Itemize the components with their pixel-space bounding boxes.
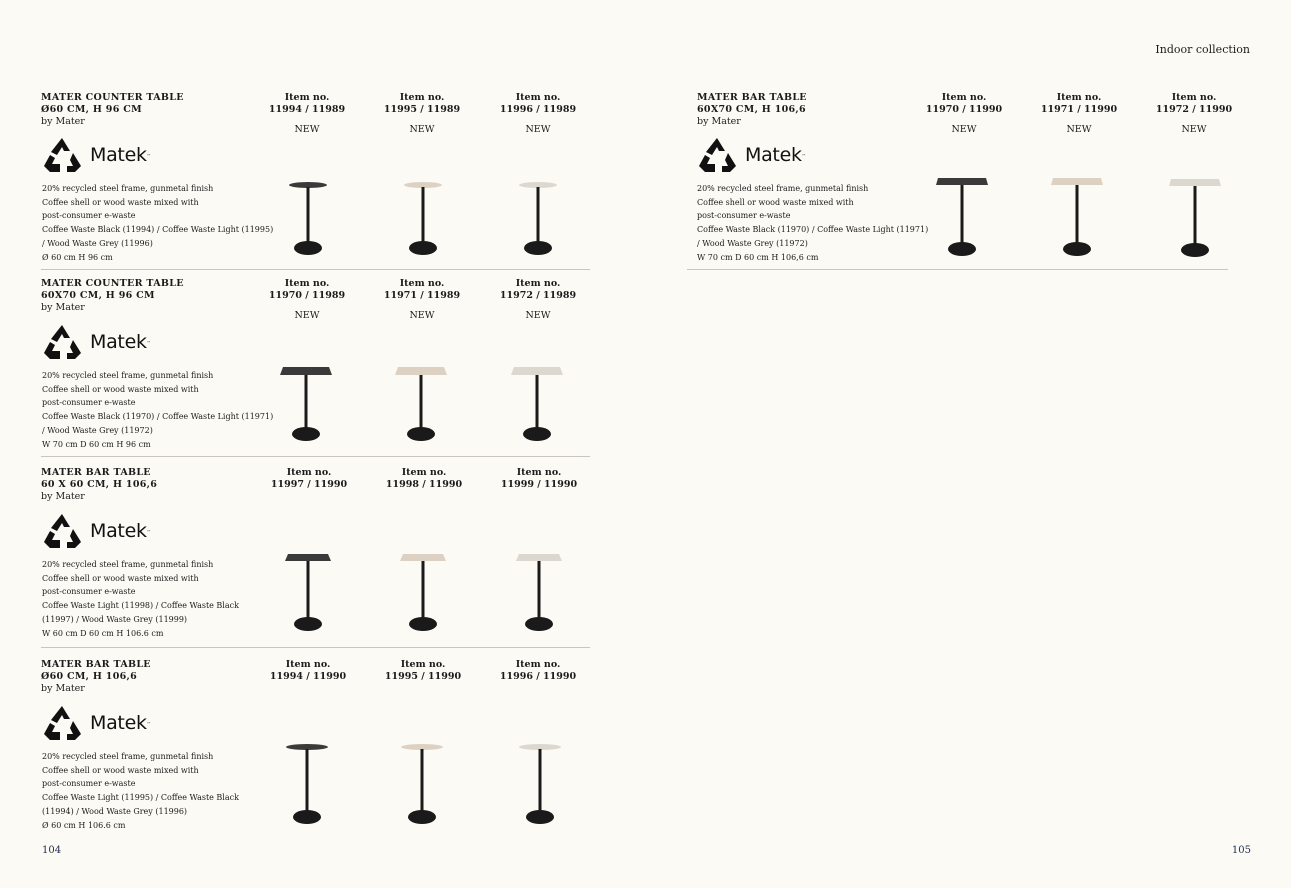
item-column <box>483 278 593 321</box>
matek-wordmark: Matek <box>90 712 147 734</box>
item-number: 11971 / 11990 <box>1040 104 1118 115</box>
desc-line: W 70 cm D 60 cm H 106,6 cm <box>697 252 819 262</box>
table-image-wood-grey-round-bar <box>518 743 562 827</box>
matek-logo <box>42 704 151 742</box>
item-column <box>253 659 363 683</box>
item-column <box>1024 92 1134 135</box>
product-designer: by Mater <box>41 116 85 127</box>
divider <box>687 269 1228 270</box>
trademark: ™ <box>146 152 151 158</box>
desc-line: Coffee shell or wood waste mixed with <box>42 573 199 583</box>
product-title-block <box>41 278 184 313</box>
desc-line: 20% recycled steel frame, gunmetal finish <box>42 371 214 380</box>
new-badge: NEW <box>294 310 320 321</box>
desc-line: W 60 cm D 60 cm H 106.6 cm <box>42 628 164 638</box>
item-label: Item no. <box>1171 92 1217 103</box>
table-image-black-round-bar <box>285 743 329 827</box>
product-dimensions: Ø60 CM, H 106,6 <box>41 671 138 682</box>
desc-line: Ø 60 cm H 96 cm <box>42 252 113 262</box>
item-label: Item no. <box>1056 92 1102 103</box>
new-badge: NEW <box>1181 124 1207 135</box>
desc-line: Coffee Waste Black (11994) / Coffee Waste Light (11995) <box>42 225 274 235</box>
item-number: 11970 / 11990 <box>925 104 1003 115</box>
matek-wordmark: Matek <box>745 144 802 166</box>
item-number: 11998 / 11990 <box>385 479 463 490</box>
product-title: MATER BAR TABLE <box>41 659 151 670</box>
item-label: Item no. <box>284 278 330 289</box>
product-dimensions: Ø60 CM, H 96 CM <box>41 104 142 115</box>
item-label: Item no. <box>399 92 445 103</box>
item-label: Item no. <box>399 278 445 289</box>
product-title: MATER COUNTER TABLE <box>41 278 184 289</box>
product-designer: by Mater <box>697 116 741 127</box>
item-column <box>909 92 1019 135</box>
product-designer: by Mater <box>41 491 85 502</box>
item-label: Item no. <box>941 92 987 103</box>
product-description <box>697 182 928 264</box>
item-number: 11972 / 11989 <box>499 290 577 301</box>
table-image-wood-grey-round <box>517 181 559 257</box>
page-number-right: 105 <box>1231 845 1251 856</box>
table-image-black-square-bar-70 <box>935 177 989 257</box>
recycle-icon <box>42 704 82 742</box>
table-image-black-round <box>287 181 329 257</box>
new-badge: NEW <box>409 124 435 135</box>
new-badge: NEW <box>1066 124 1092 135</box>
item-number: 11995 / 11990 <box>384 671 462 682</box>
item-number: 11971 / 11989 <box>383 290 461 301</box>
item-label: Item no. <box>286 467 332 478</box>
new-badge: NEW <box>525 124 551 135</box>
matek-logo <box>42 323 151 361</box>
desc-line: Coffee Waste Black (11970) / Coffee Waste Light (11971) <box>42 412 274 422</box>
matek-wordmark: Matek <box>90 331 147 353</box>
item-column <box>483 92 593 135</box>
new-badge: NEW <box>409 310 435 321</box>
product-description <box>42 750 239 832</box>
desc-line: Ø 60 cm H 106.6 cm <box>42 820 126 830</box>
item-column <box>254 467 364 491</box>
product-title-block <box>41 92 184 127</box>
desc-line: post-consumer e-waste <box>42 587 136 597</box>
desc-line: / Wood Waste Grey (11972) <box>697 238 808 248</box>
product-title-block <box>697 92 807 127</box>
item-column <box>367 278 477 321</box>
item-label: Item no. <box>515 92 561 103</box>
table-image-coffee-light-square-bar-70 <box>1050 177 1104 257</box>
divider <box>41 456 590 457</box>
item-number: 11999 / 11990 <box>500 479 578 490</box>
item-column <box>483 659 593 683</box>
product-dimensions: 60X70 CM, H 106,6 <box>697 104 806 115</box>
product-description <box>42 558 239 640</box>
item-number: 11970 / 11989 <box>268 290 346 301</box>
table-image-coffee-light-square-bar <box>399 553 447 633</box>
product-title: MATER BAR TABLE <box>41 467 151 478</box>
trademark: ™ <box>146 339 151 345</box>
product-dimensions: 60 X 60 CM, H 106,6 <box>41 479 158 490</box>
product-designer: by Mater <box>41 302 85 313</box>
recycle-icon <box>42 136 82 174</box>
item-number: 11995 / 11989 <box>383 104 461 115</box>
trademark: ™ <box>801 152 806 158</box>
recycle-icon <box>697 136 737 174</box>
item-column <box>252 92 362 135</box>
desc-line: 20% recycled steel frame, gunmetal finish <box>42 752 214 761</box>
desc-line: 20% recycled steel frame, gunmetal finish <box>42 560 214 569</box>
matek-logo <box>42 512 151 550</box>
desc-line: / Wood Waste Grey (11996) <box>42 238 153 248</box>
table-image-coffee-light-round <box>402 181 444 257</box>
matek-wordmark: Matek <box>90 520 147 542</box>
desc-line: post-consumer e-waste <box>697 211 791 221</box>
desc-line: post-consumer e-waste <box>42 211 136 221</box>
product-designer: by Mater <box>41 683 85 694</box>
product-description <box>42 182 273 264</box>
item-number: 11996 / 11990 <box>499 671 577 682</box>
table-image-black-square-bar <box>284 553 332 633</box>
desc-line: Coffee shell or wood waste mixed with <box>42 197 199 207</box>
item-number: 11997 / 11990 <box>270 479 348 490</box>
table-image-black-square <box>279 366 333 442</box>
desc-line: 20% recycled steel frame, gunmetal finish <box>42 184 214 193</box>
recycle-icon <box>42 323 82 361</box>
item-number: 11972 / 11990 <box>1155 104 1233 115</box>
item-label: Item no. <box>284 92 330 103</box>
product-dimensions: 60X70 CM, H 96 CM <box>41 290 155 301</box>
matek-logo <box>697 136 806 174</box>
page-number-left: 104 <box>42 845 62 856</box>
product-title: MATER COUNTER TABLE <box>41 92 184 103</box>
item-column <box>484 467 594 491</box>
table-image-coffee-light-square <box>394 366 448 442</box>
desc-line: Coffee shell or wood waste mixed with <box>42 765 199 775</box>
desc-line: (11994) / Wood Waste Grey (11996) <box>42 806 188 816</box>
desc-line: Coffee Waste Light (11998) / Coffee Waste Black <box>42 601 239 611</box>
product-description <box>42 369 273 451</box>
item-label: Item no. <box>285 659 331 670</box>
product-title-block <box>41 659 151 694</box>
matek-logo <box>42 136 151 174</box>
item-label: Item no. <box>516 467 562 478</box>
table-image-coffee-light-round-bar <box>400 743 444 827</box>
recycle-icon <box>42 512 82 550</box>
new-badge: NEW <box>525 310 551 321</box>
table-image-wood-grey-square-bar-70 <box>1168 178 1222 258</box>
item-label: Item no. <box>515 278 561 289</box>
desc-line: Coffee shell or wood waste mixed with <box>42 384 199 394</box>
item-label: Item no. <box>401 467 447 478</box>
desc-line: W 70 cm D 60 cm H 96 cm <box>42 439 151 449</box>
item-column <box>1139 92 1249 135</box>
item-label: Item no. <box>400 659 446 670</box>
desc-line: / Wood Waste Grey (11972) <box>42 425 153 435</box>
table-image-wood-grey-square <box>510 366 564 442</box>
matek-wordmark: Matek <box>90 144 147 166</box>
item-number: 11996 / 11989 <box>499 104 577 115</box>
product-title: MATER BAR TABLE <box>697 92 807 103</box>
desc-line: post-consumer e-waste <box>42 779 136 789</box>
trademark: ™ <box>146 720 151 726</box>
new-badge: NEW <box>951 124 977 135</box>
item-label: Item no. <box>515 659 561 670</box>
item-column <box>252 278 362 321</box>
divider <box>41 647 590 648</box>
desc-line: 20% recycled steel frame, gunmetal finish <box>697 184 869 193</box>
desc-line: Coffee Waste Black (11970) / Coffee Waste Light (11971) <box>697 225 929 235</box>
desc-line: post-consumer e-waste <box>42 398 136 408</box>
collection-header: Indoor collection <box>1155 43 1250 56</box>
table-image-wood-grey-square-bar <box>515 553 563 633</box>
desc-line: (11997) / Wood Waste Grey (11999) <box>42 614 188 624</box>
item-column <box>367 92 477 135</box>
divider <box>41 269 590 270</box>
item-column <box>368 659 478 683</box>
desc-line: Coffee shell or wood waste mixed with <box>697 197 854 207</box>
item-number: 11994 / 11990 <box>269 671 347 682</box>
desc-line: Coffee Waste Light (11995) / Coffee Waste Black <box>42 793 239 803</box>
item-number: 11994 / 11989 <box>268 104 346 115</box>
item-column <box>369 467 479 491</box>
trademark: ™ <box>146 528 151 534</box>
new-badge: NEW <box>294 124 320 135</box>
product-title-block <box>41 467 157 502</box>
